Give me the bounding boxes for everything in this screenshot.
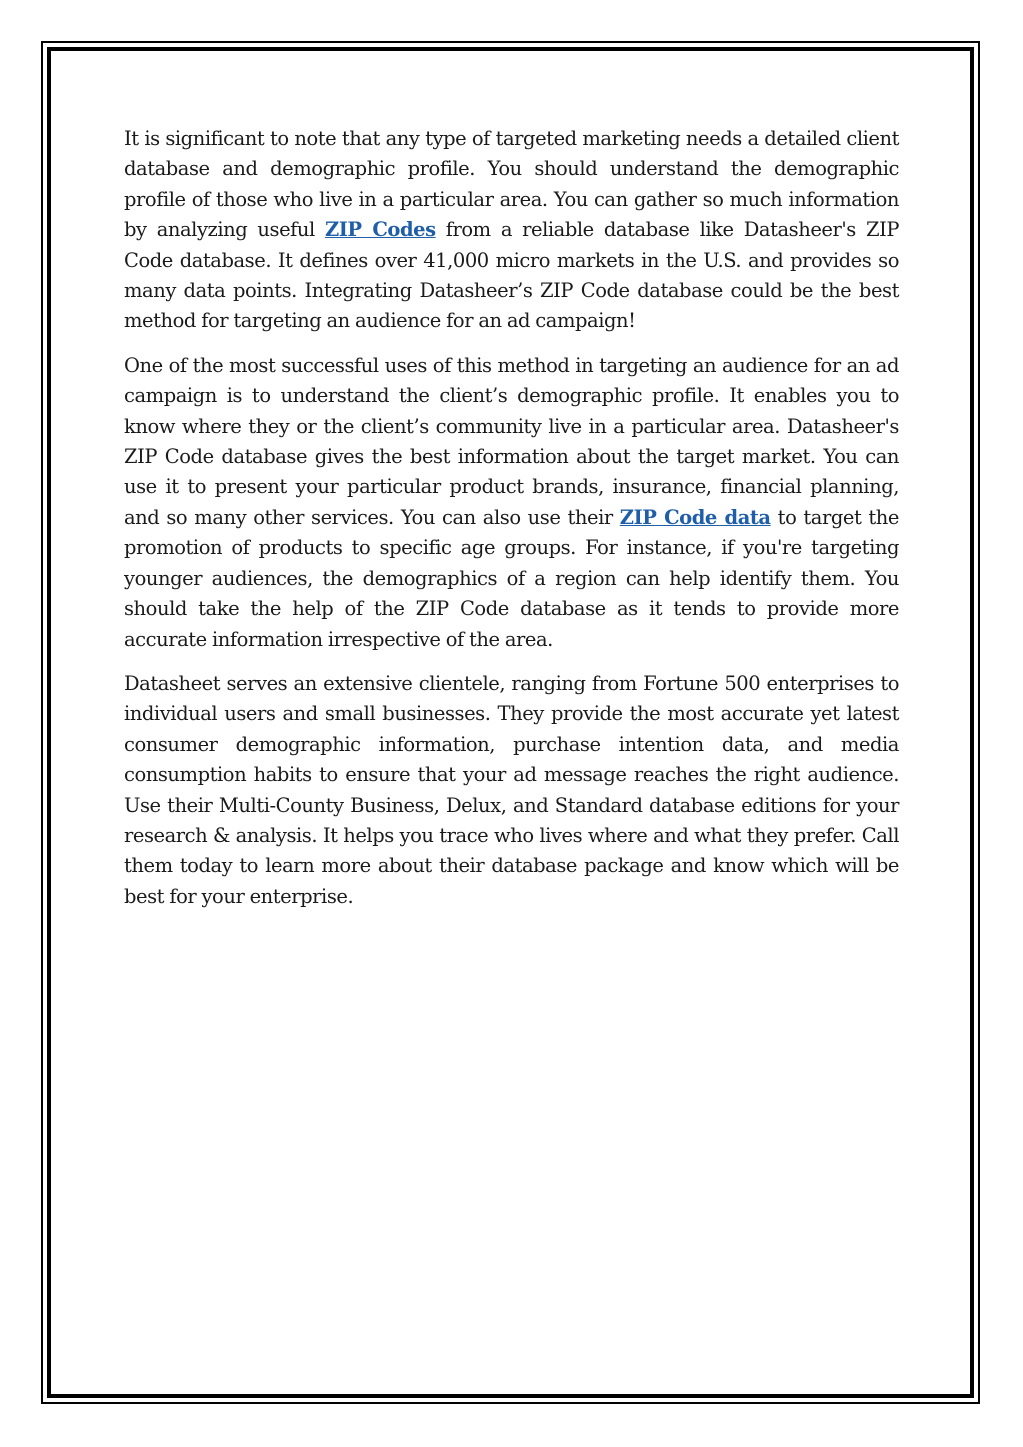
paragraph-2-text-end: to target the promotion of products to specific age groups. For instance, if you're targeting younger audiences, the demographics of a region can help identify them. You should take the help of the ZIP Code database as it tends to provide more accurate information irrespective of the area. bbox=[124, 505, 899, 651]
paragraph-clientele: Datasheet serves an extensive clientele, ranging from Fortune 500 enterprises to individual users and small businesses. They provide the most accurate yet latest consumer demographic information, purchase intention data, and media consumption habits to ensure that your ad message reaches the right audience. Use their Multi-County Business, Delux, and Standard database editions for your research & analysis. It helps you trace who lives where and what they prefer. Call them today to learn more about their database package and know which will be best for your enterprise. bbox=[124, 671, 899, 908]
paragraph-2-text-start: One of the most successful uses of this method in targeting an audience for an ad campaign is to understand the client’s demographic profile. It enables you to know where they or the client’s community live in a particular area. Datasheer's ZIP Code database gives the best information about the target market. You can use it to present your particular product brands, insurance, financial planning, and so many other services. You can also use their bbox=[124, 353, 899, 529]
paragraph-zip-codes bbox=[124, 124, 899, 337]
paragraph-1-text-end: from a reliable database like Datasheer's ZIP Code database. It defines over 41,000 micro markets in the U.S. and provides so many data points. Integrating Datasheer’s ZIP Code database could be the best method for targeting an audience for an ad campaign! bbox=[124, 218, 899, 333]
document-body bbox=[124, 124, 899, 926]
paragraph-demographic-profile bbox=[124, 351, 899, 655]
zip-codes-link[interactable]: ZIP Codes bbox=[324, 218, 436, 242]
zip-code-data-link[interactable]: ZIP Code data bbox=[619, 505, 771, 529]
paragraph-1-text-start: It is significant to note that any type of targeted marketing needs a detailed client database and demographic profile. You should understand the demographic profile of those who live in a particular area. You can gather so much information by analyzing useful bbox=[124, 127, 899, 242]
